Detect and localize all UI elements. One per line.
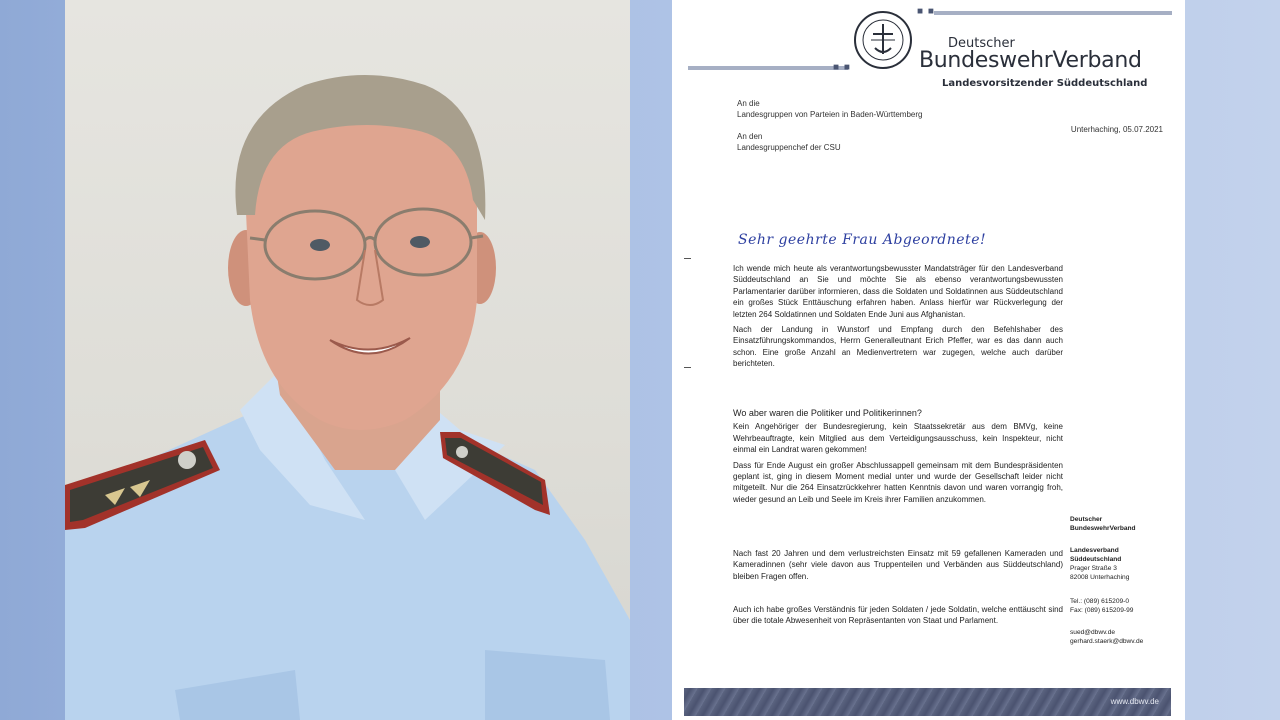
- header-dots-left: ■ ■: [833, 62, 851, 73]
- recipient-2-line-2: Landesgruppenchef der CSU: [737, 143, 841, 152]
- letter-body-part-3: [733, 548, 1063, 586]
- recipient-block-1: [737, 98, 922, 120]
- sidebar-email-1[interactable]: sued@dbwv.de: [1070, 629, 1116, 636]
- org-name-large: BundeswehrVerband: [919, 48, 1142, 73]
- sidebar-city: 82008 Unterhaching: [1070, 574, 1130, 581]
- recipient-2-line-1: An den: [737, 132, 763, 141]
- recipient-1-line-1: An die: [737, 99, 760, 108]
- header-dots-right: ■ ■: [917, 6, 935, 17]
- question-heading: Wo aber waren die Politiker und Politikerinnen?: [733, 408, 922, 418]
- sidebar-address: [1070, 546, 1129, 582]
- sidebar-phone: [1070, 597, 1133, 615]
- sidebar-email-2[interactable]: gerhard.staerk@dbwv.de: [1070, 638, 1144, 645]
- paragraph-2: Nach der Landung in Wunstorf und Empfang durch den Befehlshaber des Einsatzführungskommandos, Herrn Generalleutnant Erich Pfeffer, war es das dann auch schon. Eine große Anzahl an Medienvertretern war zugegen, welche auch darüber berichteten.: [733, 325, 1063, 369]
- sidebar-org-line-1: Deutscher: [1070, 516, 1103, 523]
- sidebar-org-line-2: BundeswehrVerband: [1070, 525, 1136, 532]
- paragraph-6: Auch ich habe großes Verständnis für jeden Soldaten / jede Soldatin, welche enttäuscht sind über die totale Abwesenheit von Repräsentanten von Staat und Parlament.: [733, 605, 1063, 626]
- officer-portrait: [65, 0, 630, 720]
- fold-mark-1: [684, 258, 691, 259]
- sidebar-email: [1070, 628, 1143, 646]
- recipient-1-line-2: Landesgruppen von Parteien in Baden-Württemberg: [737, 110, 923, 119]
- sidebar-street: Prager Straße 3: [1070, 565, 1117, 572]
- sidebar-tel: Tel.: (089) 615209-0: [1070, 598, 1130, 605]
- letter-body-part-2: [733, 408, 1063, 509]
- org-subtitle: Landesvorsitzender Süddeutschland: [942, 78, 1148, 89]
- letter-document: [672, 0, 1185, 720]
- recipient-block-2: [737, 131, 841, 153]
- letter-body-part-4: [733, 604, 1063, 631]
- handwritten-salutation: Sehr geehrte Frau Abgeordnete!: [738, 232, 987, 248]
- paragraph-1: Ich wende mich heute als verantwortungsbewusster Mandatsträger für den Landesverband Süddeutschland an Sie und möchte Sie als ebenso verantwortungsbewussten Parlamentarier darüber informieren, dass die Soldaten und Soldatinnen aus Süddeutschland ein großes Stück Enttäuschung erfahren haben. Anlass hierfür war Rückverlegung der letzten 264 Soldatinnen und Soldaten Ende Juni aus Afghanistan.: [733, 264, 1063, 319]
- sidebar-lv-line-1: Landesverband: [1070, 547, 1119, 554]
- dbwv-seal-logo: [853, 10, 913, 70]
- footer-url[interactable]: www.dbwv.de: [1110, 697, 1159, 706]
- paragraph-3: Kein Angehöriger der Bundesregierung, kein Staatssekretär aus dem BMVg, keine Wehrbeauftragte, kein Mitglied aus dem Verteidigungsausschuss, kein Inspekteur, nicht einmal ein Landrat waren gekommen!: [733, 422, 1063, 455]
- sidebar-fax: Fax: (089) 615209-99: [1070, 607, 1134, 614]
- paragraph-4: Dass für Ende August ein großer Abschlussappell gemeinsam mit dem Bundespräsidenten geplant ist, ging in diesem Moment medial unter und wurde der Gesellschaft leider nicht mitgeteilt. Nur die 264 Einsatzrückkehrer hatten Kenntnis davon und waren vorrangig froh, wieder gesund an Leib und Seele im Kreis ihrer Familien anzukommen.: [733, 460, 1063, 504]
- letter-body-part-1: [733, 263, 1063, 374]
- sidebar-org: [1070, 515, 1136, 533]
- sidebar-lv-line-2: Süddeutschland: [1070, 556, 1122, 563]
- portrait-photo: [65, 0, 630, 720]
- org-name-small: Deutscher: [948, 36, 1015, 51]
- letter-date: Unterhaching, 05.07.2021: [1070, 125, 1163, 134]
- letter-footer-bar: [684, 688, 1171, 716]
- fold-mark-2: [684, 367, 691, 368]
- paragraph-5: Nach fast 20 Jahren und dem verlustreichsten Einsatz mit 59 gefallenen Kameraden und Kameradinnen (sehr viele davon aus Truppenteilen und Verbänden aus Süddeutschland) bleiben Fragen offen.: [733, 549, 1063, 581]
- header-rule-left: [688, 66, 848, 70]
- header-rule-right: [934, 11, 1172, 15]
